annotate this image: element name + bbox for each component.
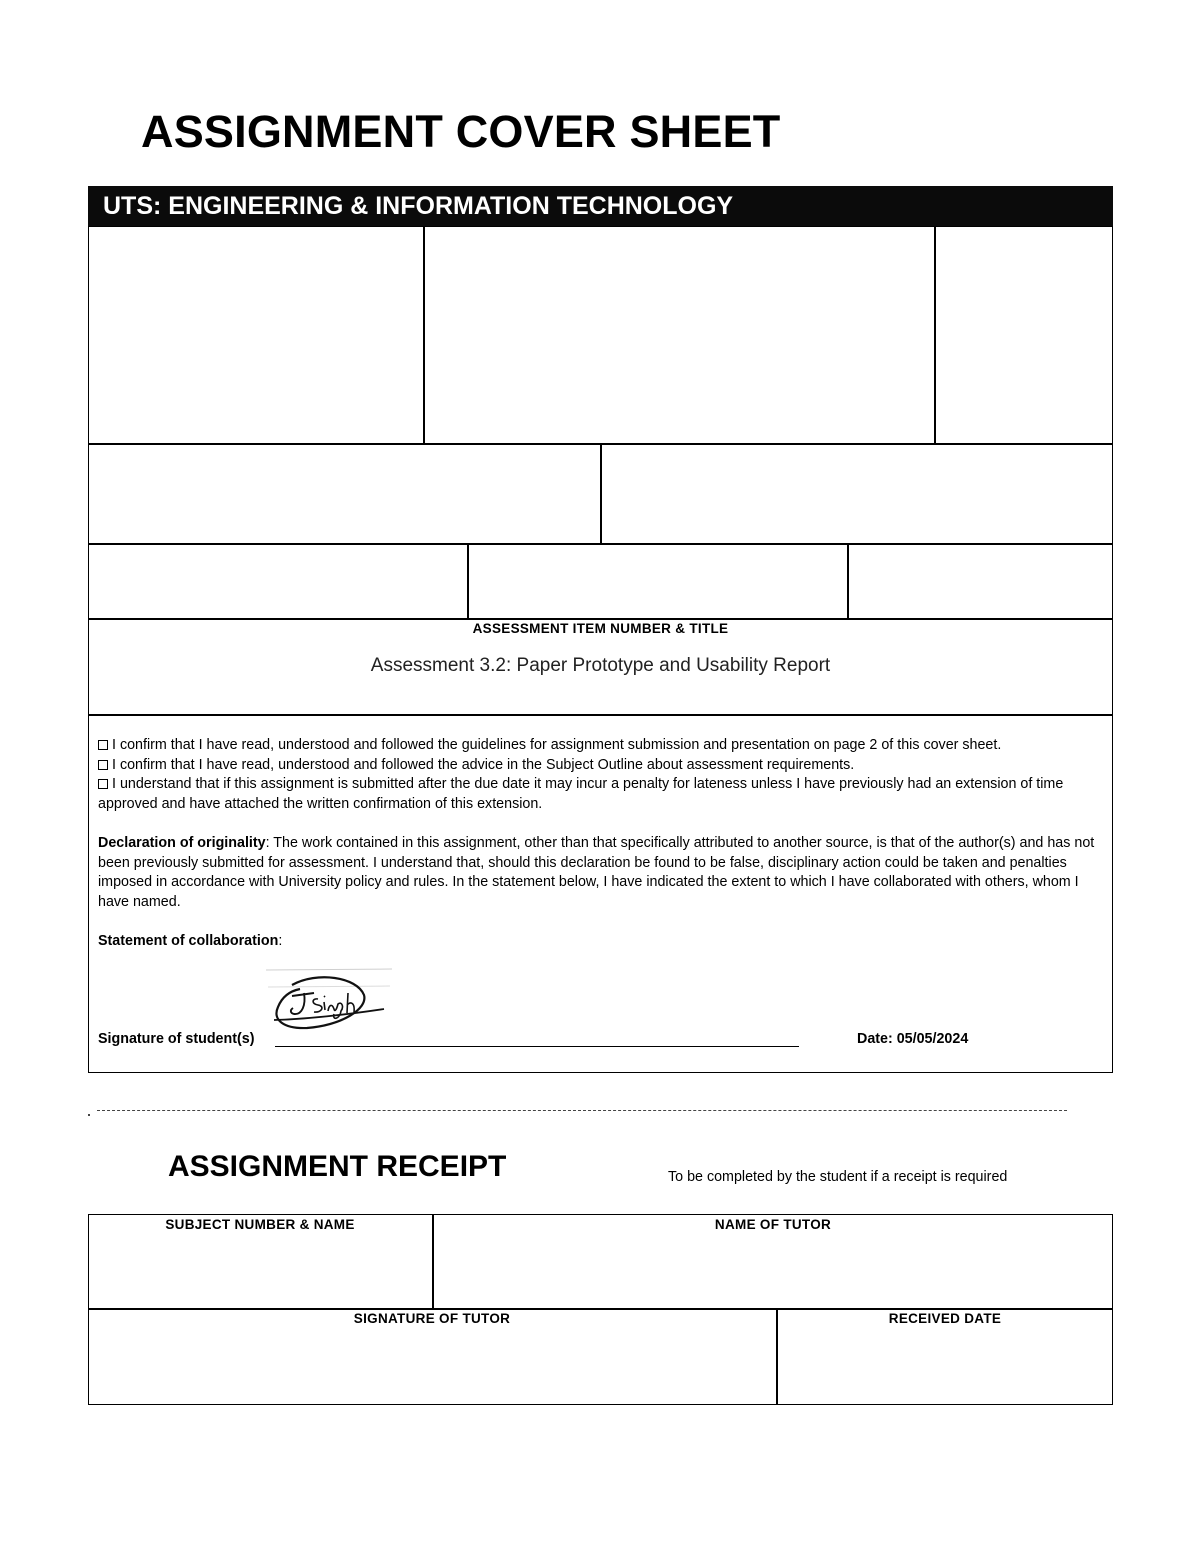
confirmation-item-2: I confirm that I have read, understood and followed the advice in the Subject Outline about assessment requirements. bbox=[98, 756, 1103, 776]
signature-label: Signature of student(s) bbox=[98, 1031, 255, 1047]
row3-divider-2 bbox=[847, 544, 849, 619]
name-of-tutor-label: NAME OF TUTOR bbox=[714, 1217, 832, 1232]
form-field-r1-c1[interactable] bbox=[90, 228, 422, 442]
assessment-item-value[interactable]: Assessment 3.2: Paper Prototype and Usability Report bbox=[370, 655, 831, 676]
form-field-r2-c2[interactable] bbox=[603, 446, 1111, 542]
date-value[interactable]: 05/05/2024 bbox=[896, 1031, 969, 1047]
signature-of-tutor-field[interactable] bbox=[90, 1330, 774, 1402]
date-label: Date: bbox=[857, 1031, 893, 1047]
declaration-section bbox=[98, 736, 1103, 951]
row1-divider-1 bbox=[423, 226, 425, 444]
collaboration-label: Statement of collaboration bbox=[98, 932, 279, 949]
signature-line[interactable] bbox=[275, 1046, 799, 1047]
declaration-text: : The work contained in this assignment, other than that specifically attributed to another source, is that of the author(s) and has not been previously submitted for assessment. I understand that, should this declaration be found to be false, disciplinary action could be taken and penalties imposed in accordance with University policy and rules. In the statement below, I have indicated the extent to which I have collaborated with others, whom I have named. bbox=[98, 834, 1095, 910]
page-title: ASSIGNMENT COVER SHEET bbox=[141, 106, 781, 157]
form-field-r3-c1[interactable] bbox=[90, 546, 466, 617]
confirmation-item-1: I confirm that I have read, understood and followed the guidelines for assignment submission and presentation on page 2 of this cover sheet. bbox=[98, 736, 1103, 756]
row1-divider-2 bbox=[934, 226, 936, 444]
receipt-title: ASSIGNMENT RECEIPT bbox=[168, 1150, 507, 1183]
row3-divider-1 bbox=[467, 544, 469, 619]
checkbox-icon[interactable] bbox=[98, 740, 108, 750]
assessment-bottom-line bbox=[88, 714, 1113, 716]
date-field bbox=[857, 1031, 968, 1047]
subject-number-name-field[interactable] bbox=[90, 1236, 430, 1306]
form-field-r2-c1[interactable] bbox=[90, 446, 598, 542]
declaration-heading: Declaration of originality bbox=[98, 834, 266, 851]
form-field-r3-c3[interactable] bbox=[850, 546, 1111, 617]
name-of-tutor-field[interactable] bbox=[435, 1236, 1111, 1306]
form-field-r3-c2[interactable] bbox=[470, 546, 846, 617]
declaration-of-originality bbox=[98, 834, 1103, 913]
checkbox-icon[interactable] bbox=[98, 760, 108, 770]
form-field-r1-c3[interactable] bbox=[937, 228, 1111, 442]
faculty-banner: UTS: ENGINEERING & INFORMATION TECHNOLOGY bbox=[88, 186, 1113, 227]
handwritten-signature bbox=[262, 965, 397, 1035]
received-date-label: RECEIVED DATE bbox=[888, 1311, 1002, 1326]
row2-divider bbox=[600, 444, 602, 544]
assessment-item-label: ASSESSMENT ITEM NUMBER & TITLE bbox=[472, 621, 729, 636]
receipt-row1-bottom bbox=[88, 1308, 1113, 1310]
cut-line bbox=[97, 1110, 1067, 1111]
statement-of-collaboration: Statement of collaboration: bbox=[98, 932, 283, 949]
form-field-r1-c2[interactable] bbox=[426, 228, 933, 442]
subject-number-name-label: SUBJECT NUMBER & NAME bbox=[165, 1217, 355, 1232]
received-date-field[interactable] bbox=[779, 1330, 1111, 1402]
checkbox-icon[interactable] bbox=[98, 779, 108, 789]
row2-bottom-line bbox=[88, 543, 1113, 545]
receipt-note: To be completed by the student if a receipt is required bbox=[668, 1169, 1008, 1185]
row3-bottom-line bbox=[88, 618, 1113, 620]
cut-line-dot bbox=[88, 1114, 90, 1116]
confirmation-item-3: I understand that if this assignment is submitted after the due date it may incur a penalty for lateness unless I have previously had an extension of time approved and have attached the written confirmation of this extension. bbox=[98, 776, 1064, 813]
signature-of-tutor-label: SIGNATURE OF TUTOR bbox=[353, 1311, 511, 1326]
